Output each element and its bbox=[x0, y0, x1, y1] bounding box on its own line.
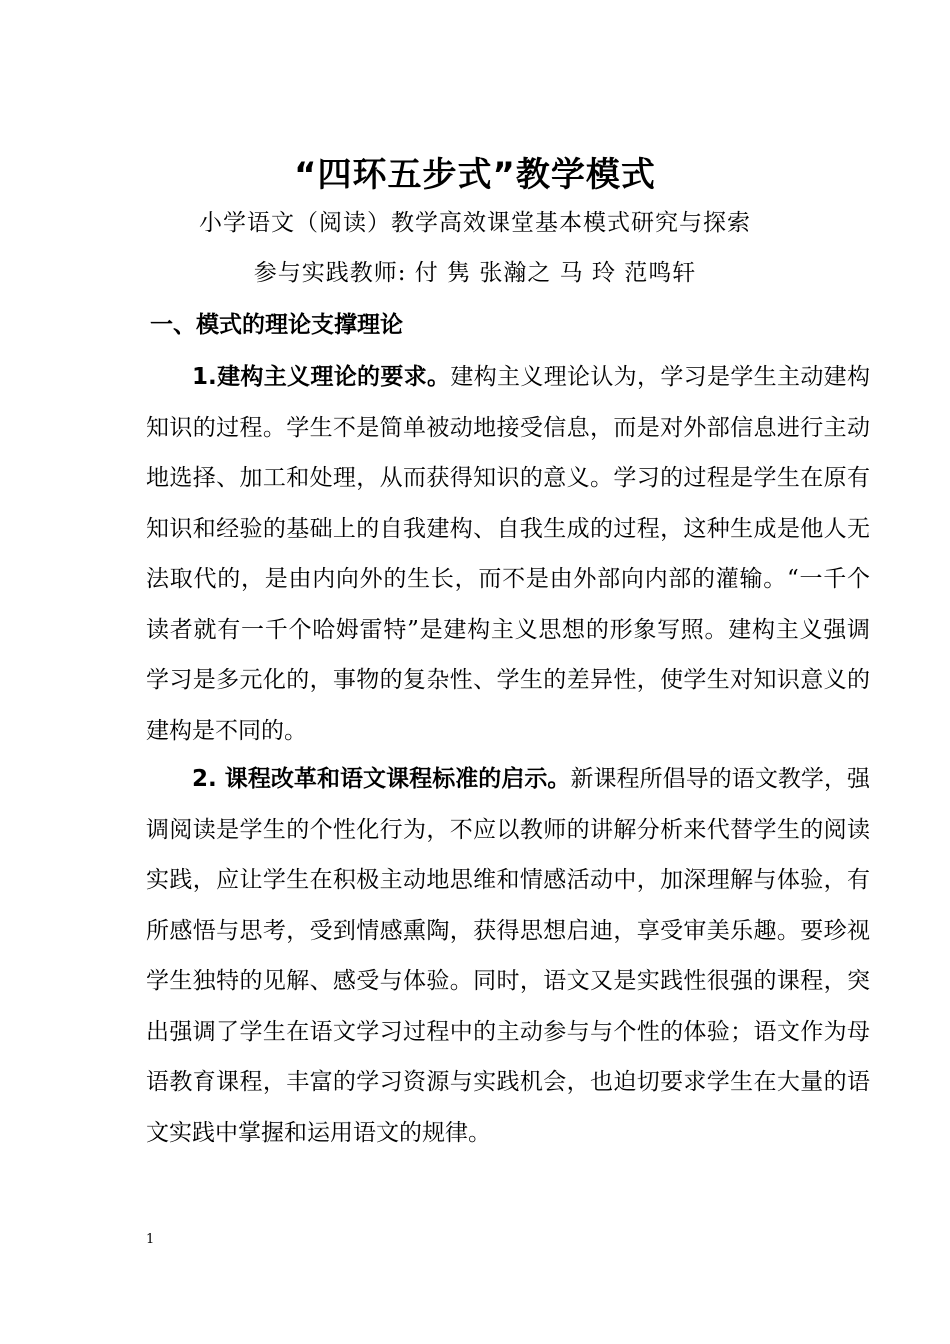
page-number: 1 bbox=[146, 1232, 155, 1247]
paragraph-constructivism bbox=[146, 352, 870, 756]
participating-teachers: 参与实践教师: 付 隽 张瀚之 马 玲 范鸣轩 bbox=[253, 260, 697, 286]
paragraph-body: 新课程所倡导的语文教学，强调阅读是学生的个性化行为，不应以教师的讲解分析来代替学生的阅读实践，应让学生在积极主动地思维和情感活动中，加深理解与体验，有所感悟与思考，受到情感熏陶，获得思想启迪，享受审美乐趣。要珍视学生独特的见解、感受与体验。同时，语文又是实践性很强的课程，突出强调了学生在语文学习过程中的主动参与与个性的体验；语文作为母语教育课程，丰富的学习资源与实践机会，也迫切要求学生在大量的语文实践中掌握和运用语文的规律。 bbox=[146, 766, 871, 1146]
paragraph-lead: 1.建构主义理论的要求。 bbox=[192, 364, 451, 390]
document-title: “四环五步式”教学模式 bbox=[294, 155, 656, 195]
paragraph-lead: 2. 课程改革和语文课程标准的启示。 bbox=[192, 766, 571, 792]
document-subtitle: 小学语文（阅读）教学高效课堂基本模式研究与探索 bbox=[199, 210, 751, 236]
section-heading: 一、模式的理论支撑理论 bbox=[150, 312, 403, 338]
paragraph-curriculum-reform bbox=[146, 754, 870, 1158]
paragraph-body: 建构主义理论认为，学习是学生主动建构知识的过程。学生不是简单被动地接受信息，而是对外部信息进行主动地选择、加工和处理，从而获得知识的意义。学习的过程是学生在原有知识和经验的基础上的自我建构、自我生成的过程，这种生成是他人无法取代的，是由内向外的生长，而不是由外部向内部的灌输。“一千个读者就有一千个哈姆雷特”是建构主义思想的形象写照。建构主义强调学习是多元化的，事物的复杂性、学生的差异性，使学生对知识意义的建构是不同的。 bbox=[146, 364, 870, 744]
